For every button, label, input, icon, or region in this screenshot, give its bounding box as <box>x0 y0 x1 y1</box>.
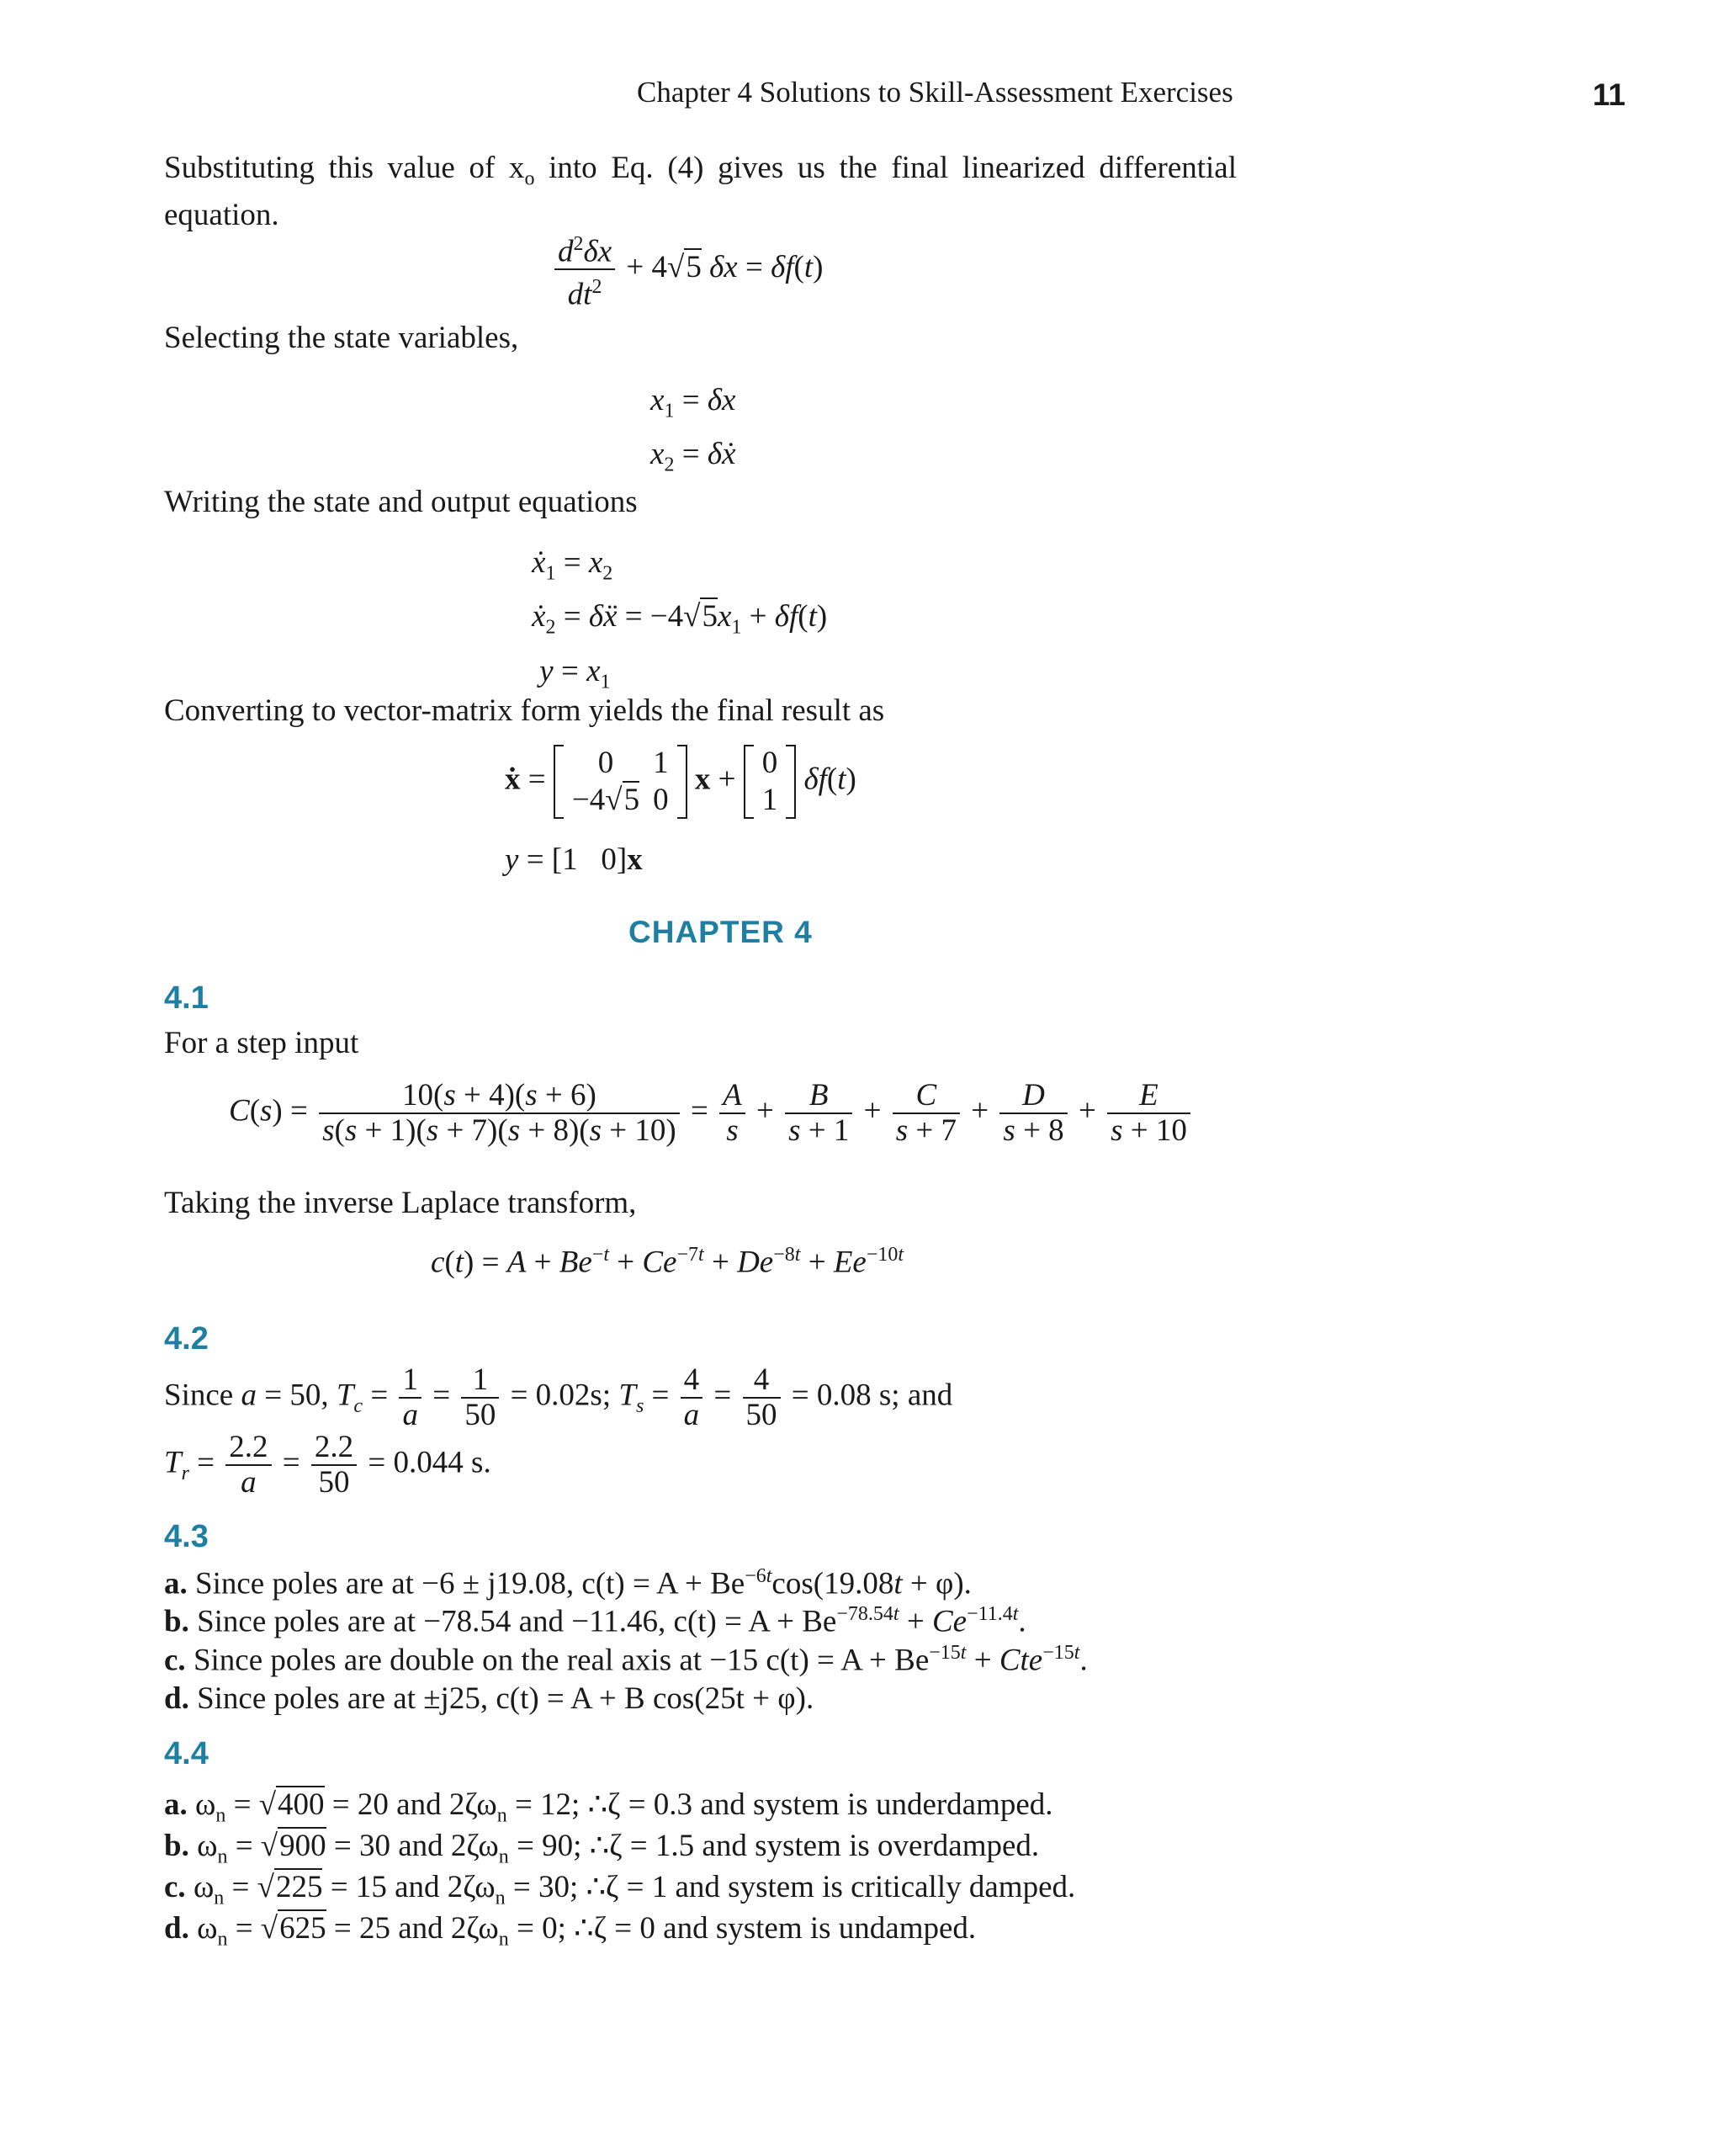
s44-wn: = 25 and 2ζω <box>326 1911 499 1946</box>
s44-verdict: and system is undamped. <box>663 1911 977 1946</box>
s44-item: b. $\omega_n = √900 = 30$ and $2\zeta\omega_n = 90$; ∴ζ = 1.5 and system is overdamped. <box>164 1829 1040 1868</box>
section-4-2-heading: 4.2 <box>164 1321 209 1357</box>
s44-radicand: 400 <box>278 1787 325 1822</box>
p1-rest: into Eq. (4) gives us the final linearized differential equation. <box>164 151 1237 233</box>
p1-sub: o <box>524 167 535 190</box>
equation-state-output: ẋ$_1$ = $x_2$ ẋ$_2$ = δẍ = $-4√5x_1 + \delta f(t)$ $y = x_1$ <box>532 545 828 693</box>
s44-zeta: = 90; ∴ζ = 1.5 <box>508 1829 702 1863</box>
s44-eq: = √ <box>227 1829 278 1863</box>
s44-verdict: and system is underdamped. <box>700 1787 1053 1822</box>
s44-item: d. $\omega_n = √625 = 25$ and $2\zeta\omega_n = 0$; ∴ζ = 0 and system is undamped. <box>164 1911 977 1951</box>
matrix-b: 0 1 <box>744 745 797 819</box>
s44-wn: = 15 and 2ζω <box>322 1870 496 1904</box>
s44-item: c. $\omega_n = √225 = 15$ and $2\zeta\omega_n = 30$; ∴ζ = 1 and system is critically damped. <box>164 1870 1076 1909</box>
paragraph-linearized <box>164 150 1237 233</box>
p1-start: Substituting this value of x <box>164 151 525 185</box>
equation-partial-fractions: C(s) = $\frac{10(s + 4)(s + 6)}{s(s + 1)(s + 7)(s + 8)(s + 10)}$ = $\frac{A}{s}$ + $\frac{B}{s + 1}$ + $\frac{C}{s + 7}$ + $\frac{D}{s + 8}$ + $\frac{E}{s + 10}$ <box>229 1079 1194 1148</box>
s44-label: c. <box>164 1870 194 1904</box>
equation-vector-matrix: ẋ = 0 1 −4√5 0 x + 0 1 δf(t) <box>505 746 856 817</box>
s43-item-d: d. Since poles are at ±j25, c(t) = A + B cos(25t + φ). <box>164 1681 814 1716</box>
section-4-1-text2: Taking the inverse Laplace transform, <box>164 1186 637 1220</box>
page-number: 11 <box>1593 77 1626 112</box>
s43-item-b: b. Since poles are at −78.54 and −11.46, $c(t) = A + Be^{-78.54t} + Ce^{-11.4t}$. <box>164 1603 1026 1639</box>
s44-label: a. <box>164 1787 195 1822</box>
s44-eq: = √ <box>224 1870 274 1904</box>
s44-radicand: 225 <box>275 1870 323 1904</box>
paragraph-state-output: Writing the state and output equations <box>164 485 638 519</box>
s44-wn: = 30 and 2ζω <box>326 1829 499 1863</box>
equation-linearized: $\frac{d^2\delta x}{dt^2}$ + 4√5 δx = δf(t) <box>551 227 823 312</box>
equation-time-constants: Since a = 50, $T_c$ = $\frac{1}{a}$ = $\frac{1}{50}$ = 0.02s; $T_s$ = $\frac{4}{a}$ = $\frac{4}{50}$ = 0.08 s; and <box>164 1362 953 1432</box>
equation-rise-time: $T_r$ = $\frac{2.2}{a}$ = $\frac{2.2}{50}$ = 0.044 s. <box>164 1430 491 1500</box>
s44-zeta: = 30; ∴ζ = 1 <box>505 1870 676 1904</box>
s43-item-a: a. Since poles are at −6 ± j19.08, $c(t) = A + Be^{-6t}\cos(19.08t + \varphi)$. <box>164 1565 972 1601</box>
s44-label: b. <box>164 1829 198 1863</box>
paragraph-vector-matrix: Converting to vector-matrix form yields the final result as <box>164 693 885 728</box>
s44-zeta: = 0; ∴ζ = 0 <box>508 1911 664 1946</box>
s44-item: a. $\omega_n = √400 = 20$ and $2\zeta\omega_n = 12$; ∴ζ = 0.3 and system is underdamped. <box>164 1787 1053 1827</box>
s44-omega: ω <box>195 1787 216 1822</box>
equation-output: y = [1 0]x <box>505 842 643 877</box>
s44-verdict: and system is critically damped. <box>675 1870 1076 1904</box>
chapter-heading: CHAPTER 4 <box>628 915 813 949</box>
s44-omega: ω <box>197 1911 218 1946</box>
paragraph-state-vars: Selecting the state variables, <box>164 321 519 355</box>
s44-label: d. <box>164 1911 198 1946</box>
s44-eq: = √ <box>225 1787 277 1822</box>
equation-state-vars: $x_1 = \delta x$ $x_2$ = δẋ <box>650 383 736 476</box>
matrix-a: 0 1 −4√5 0 <box>554 745 687 819</box>
section-4-1-text: For a step input <box>164 1026 359 1060</box>
equation-inverse-laplace: $c(t) = A + Be^{-t} + Ce^{-7t} + De^{-8t} + Ee^{-10t}$ <box>431 1244 904 1280</box>
s44-zeta: = 12; ∴ζ = 0.3 <box>506 1787 701 1822</box>
s44-omega: ω <box>197 1829 218 1863</box>
s44-wn: = 20 and 2ζω <box>324 1787 497 1822</box>
s44-radicand: 900 <box>279 1829 326 1863</box>
s44-eq: = √ <box>227 1911 278 1946</box>
s44-radicand: 625 <box>279 1911 326 1946</box>
s44-omega: ω <box>193 1870 215 1904</box>
section-4-1-heading: 4.1 <box>164 980 209 1016</box>
running-head: Chapter 4 Solutions to Skill-Assessment Exercises <box>637 76 1233 109</box>
section-4-3-heading: 4.3 <box>164 1519 209 1554</box>
section-4-4-heading: 4.4 <box>164 1736 209 1771</box>
s43-item-c: c. Since poles are double on the real axis at −15 $c(t) = A + Be^{-15t} + Cte^{-15t}$. <box>164 1642 1088 1678</box>
s44-verdict: and system is overdamped. <box>702 1829 1040 1863</box>
